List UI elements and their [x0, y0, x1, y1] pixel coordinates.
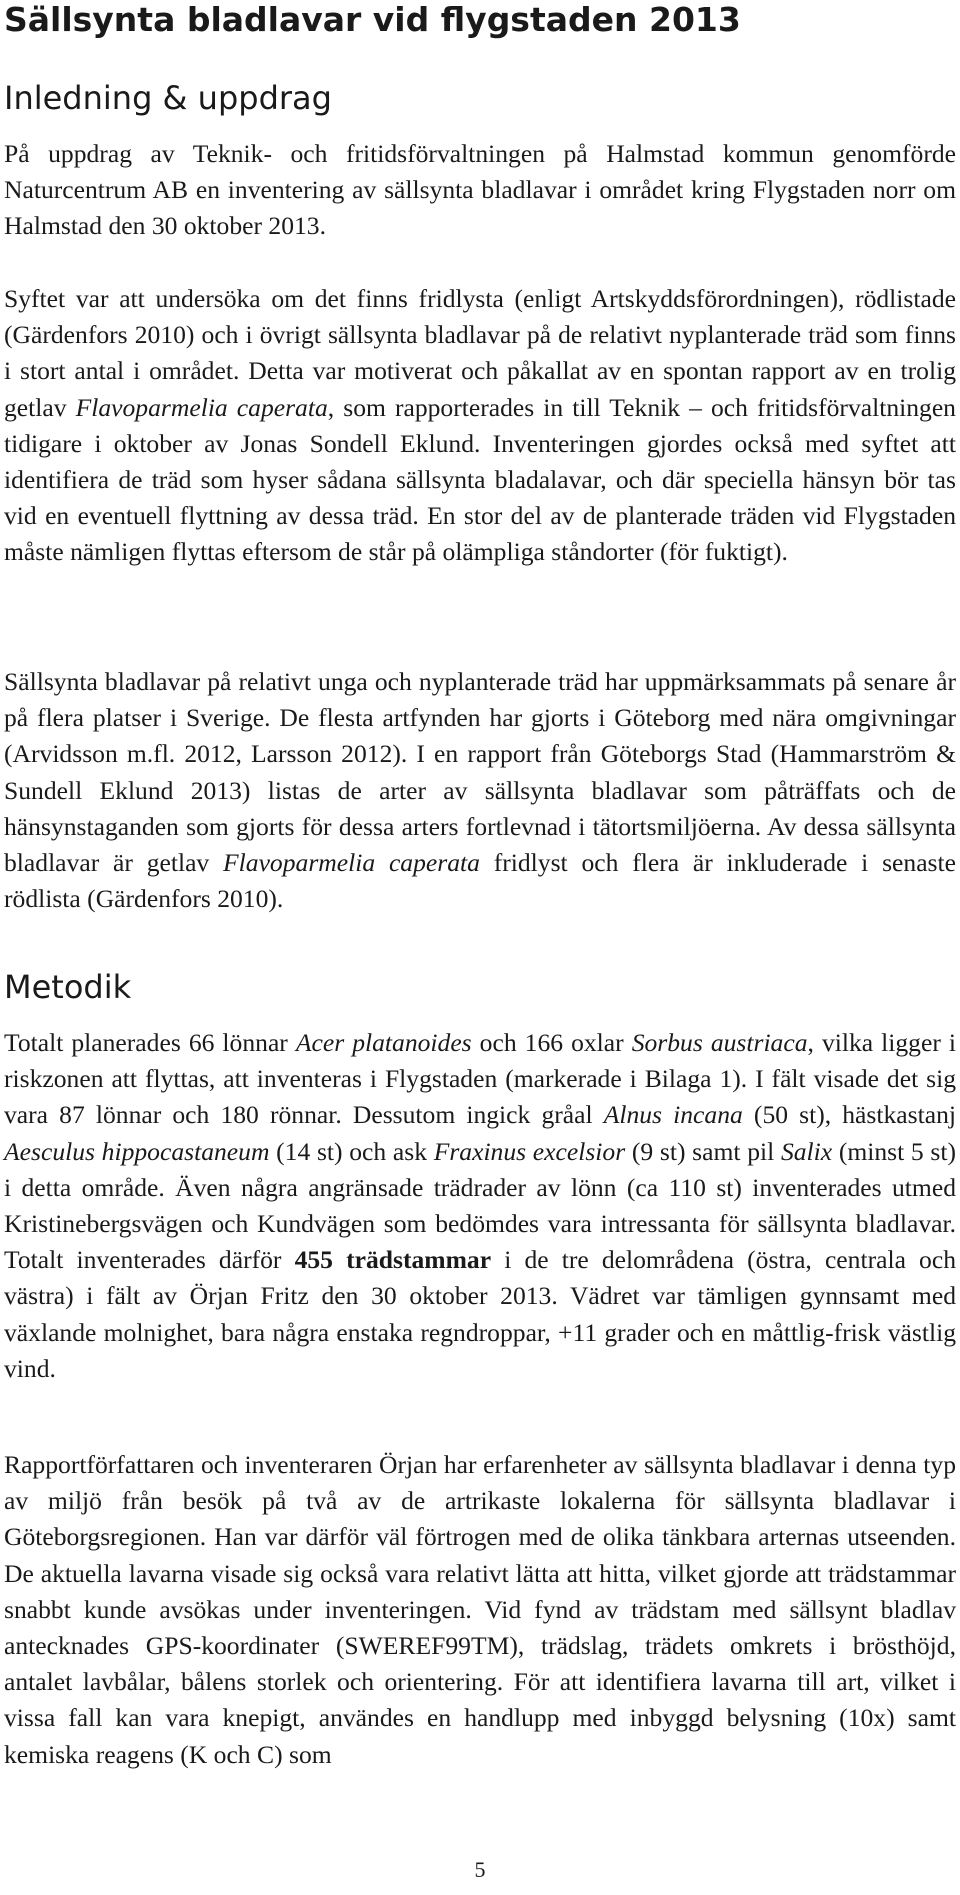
- paragraph-background: [4, 664, 956, 917]
- paragraph-purpose: [4, 281, 956, 571]
- section-heading-intro: Inledning & uppdrag: [4, 79, 332, 117]
- text-run: och 166 oxlar: [471, 1028, 632, 1057]
- species-name: Flavoparmelia caperata: [223, 848, 480, 878]
- paragraph-assignment: På uppdrag av Teknik- och fritidsförvaltningen på Halmstad kommun genomförde Naturcentrum AB en inventering av sällsynta bladlavar i området kring Flygstaden norr om Halmstad den 30 oktober 2013.: [4, 139, 956, 241]
- page-number: 5: [474, 1857, 486, 1882]
- text-run: Totalt planerades 66 lönnar: [4, 1028, 296, 1057]
- emphasized-count: 455 trädstammar: [294, 1245, 492, 1275]
- text-run: i de tre delområdena (östra, centrala och västra) i fält av Örjan Fritz den 30 oktober 2013. Vädret var tämligen gynnsamt med växlande molnighet, bara några enstaka regndroppar, +11 grader och en måttlig-frisk västlig vind.: [4, 1245, 957, 1383]
- text-run: (minst 5 st) i detta område. Även några angränsade trädrader av lönn (ca 110 st) inventerades utmed Kristinebergsvägen och Kundvägen som bedömdes vara intressanta för sällsynta bladlavar. Totalt inventerades därför: [4, 1136, 957, 1275]
- species-name: Sorbus austriaca: [631, 1028, 808, 1057]
- paragraph-method: [4, 1025, 956, 1387]
- paragraph-surveyor: Rapportförfattaren och inventeraren Örjan har erfarenheter av sällsynta bladlavar i denna typ av miljö från besök på två av de artrikaste lokalerna för sällsynta bladlavar i Göteborgsregionen. Han var därför väl förtrogen med de olika tänkbara arternas utseenden. De aktuella lavarna visade sig också vara relativt lätta att hitta, vilket gjorde att trädstammar snabbt kunde avsökas under inventeringen. Vid fynd av trädstam med sällsynt bladlav antecknades GPS-koordinater (SWEREF99TM), trädslag, trädets omkrets i brösthöjd, antalet lavbålar, bålens storlek och orientering. För att identifiera lavarna till art, vilket i vissa fall kan vara knepigt, användes en handlupp med inbyggd belysning (10x) samt kemiska reagens (K och C) som: [4, 1450, 956, 1769]
- text-run: Syftet var att undersöka om det finns fridlysta (enligt Artskyddsförordningen), rödlistade (Gärdenfors 2010) och i övrigt sällsynta bladlavar på de relativt nyplanterade träd som finns i stort antal i området. Detta var motiverat och påkallat av en spontan rapport av en trolig getlav: [4, 284, 956, 422]
- species-name: Acer platanoides: [295, 1028, 472, 1057]
- text-run: Sällsynta bladlavar på relativt unga och nyplanterade träd har uppmärksammats på senare år på flera platser i Sverige. De flesta artfynden har gjorts i Göteborg med nära omgivningar (Arvidsson m.fl. 2012, Larsson 2012). I en rapport från Göteborgs Stad (Hammarström & Sundell Eklund 2013) listas de arter av sällsynta bladlavar som påträffats och de hänsynstaganden som gjorts för dessa arters fortlevnad i tätortsmiljöerna. Av dessa sällsynta bladlavar är getlav: [4, 667, 956, 878]
- section-heading-method: Metodik: [4, 968, 132, 1006]
- text-run: , vilka ligger i riskzonen att flyttas, att inventeras i Flygstaden (markerade i Bilaga 1). I fält visade det sig vara 87 lönnar och 180 rönnar. Dessutom ingick gråal: [4, 1028, 956, 1130]
- species-name: Aesculus hippocastaneum: [4, 1136, 270, 1166]
- document-title: Sällsynta bladlavar vid flygstaden 2013: [4, 0, 741, 39]
- species-name: Alnus incana: [603, 1100, 743, 1130]
- species-name: Fraxinus excelsior: [433, 1136, 626, 1166]
- species-name: Flavoparmelia caperata: [75, 392, 328, 422]
- text-run: (9 st) samt pil: [625, 1136, 781, 1166]
- text-run: (50 st), hästkastanj: [742, 1100, 956, 1130]
- text-run: , som rapporterades in till Teknik – och fritidsförvaltningen tidigare i oktober av Jonas Sondell Eklund. Inventeringen gjordes också med syftet att identifiera de träd som hyser sådana sällsynta bladalavar, och där speciella hänsyn bör tas vid en eventuell flyttning av dessa träd. En stor del av de planterade träden vid Flygstaden måste nämligen flyttas eftersom de står på olämpliga ståndorter (för fuktigt).: [4, 392, 956, 567]
- text-run: fridlyst och flera är inkluderade i senaste rödlista (Gärdenfors 2010).: [4, 848, 956, 914]
- species-name: Salix: [780, 1136, 833, 1166]
- text-run: (14 st) och ask: [269, 1136, 434, 1166]
